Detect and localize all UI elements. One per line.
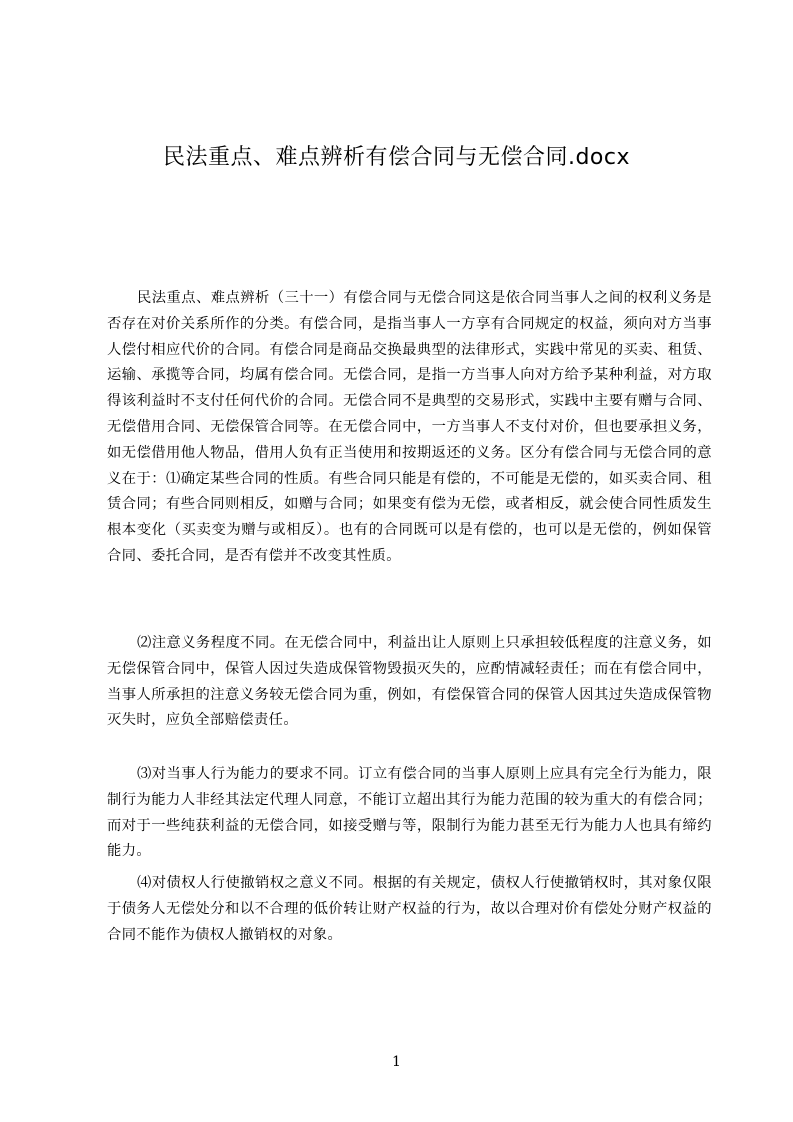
- body-paragraph: ⑷对债权人行使撤销权之意义不同。根据的有关规定，债权人行使撤销权时，其对象仅限于债务人无偿处分和以不合理的低价转让财产权益的行为，故以合理对价有偿处分财产权益的合同不能作为债权人撤销权的对象。: [107, 875, 712, 943]
- body-paragraph: 民法重点、难点辨析（三十一）有偿合同与无偿合同这是依合同当事人之间的权利义务是否存在对价关系所作的分类。有偿合同，是指当事人一方享有合同规定的权益，须向对方当事人偿付相应代价的合同。有偿合同是商品交换最典型的法律形式，实践中常见的买卖、租赁、运输、承揽等合同，均属有偿合同。无偿合同，是指一方当事人向对方给予某种利益，对方取得该利益时不支付任何代价的合同。无偿合同不是典型的交易形式，实践中主要有赠与合同、无偿借用合同、无偿保管合同等。在无偿合同中，一方当事人不支付对价，但也要承担义务，如无偿借用他人物品，借用人负有正当使用和按期返还的义务。区分有偿合同与无偿合同的意义在于：⑴确定某些合同的性质。有些合同只能是有偿的，不可能是无偿的，如买卖合同、租赁合同；有些合同则相反，如赠与合同；如果变有偿为无偿，或者相反，就会使合同性质发生根本变化（买卖变为赠与或相反）。也有的合同既可以是有偿的，也可以是无偿的，例如保管合同、委托合同，是否有偿并不改变其性质。: [107, 290, 712, 564]
- page-number: 1: [392, 1054, 401, 1070]
- body-paragraph: ⑶对当事人行为能力的要求不同。订立有偿合同的当事人原则上应具有完全行为能力，限制行为能力人非经其法定代理人同意，不能订立超出其行为能力范围的较为重大的有偿合同；而对于一些纯获利益的无偿合同，如接受赠与等，限制行为能力甚至无行为能力人也具有缔约能力。: [107, 766, 712, 860]
- document-title: 民法重点、难点辨析有偿合同与无偿合同.docx: [162, 145, 631, 170]
- body-paragraph: ⑵注意义务程度不同。在无偿合同中，利益出让人原则上只承担较低程度的注意义务，如无偿保管合同中，保管人因过失造成保管物毁损灭失的，应酌情减轻责任；而在有偿合同中，当事人所承担的注意义务较无偿合同为重，例如，有偿保管合同的保管人因其过失造成保管物灭失时，应负全部赔偿责任。: [107, 635, 712, 729]
